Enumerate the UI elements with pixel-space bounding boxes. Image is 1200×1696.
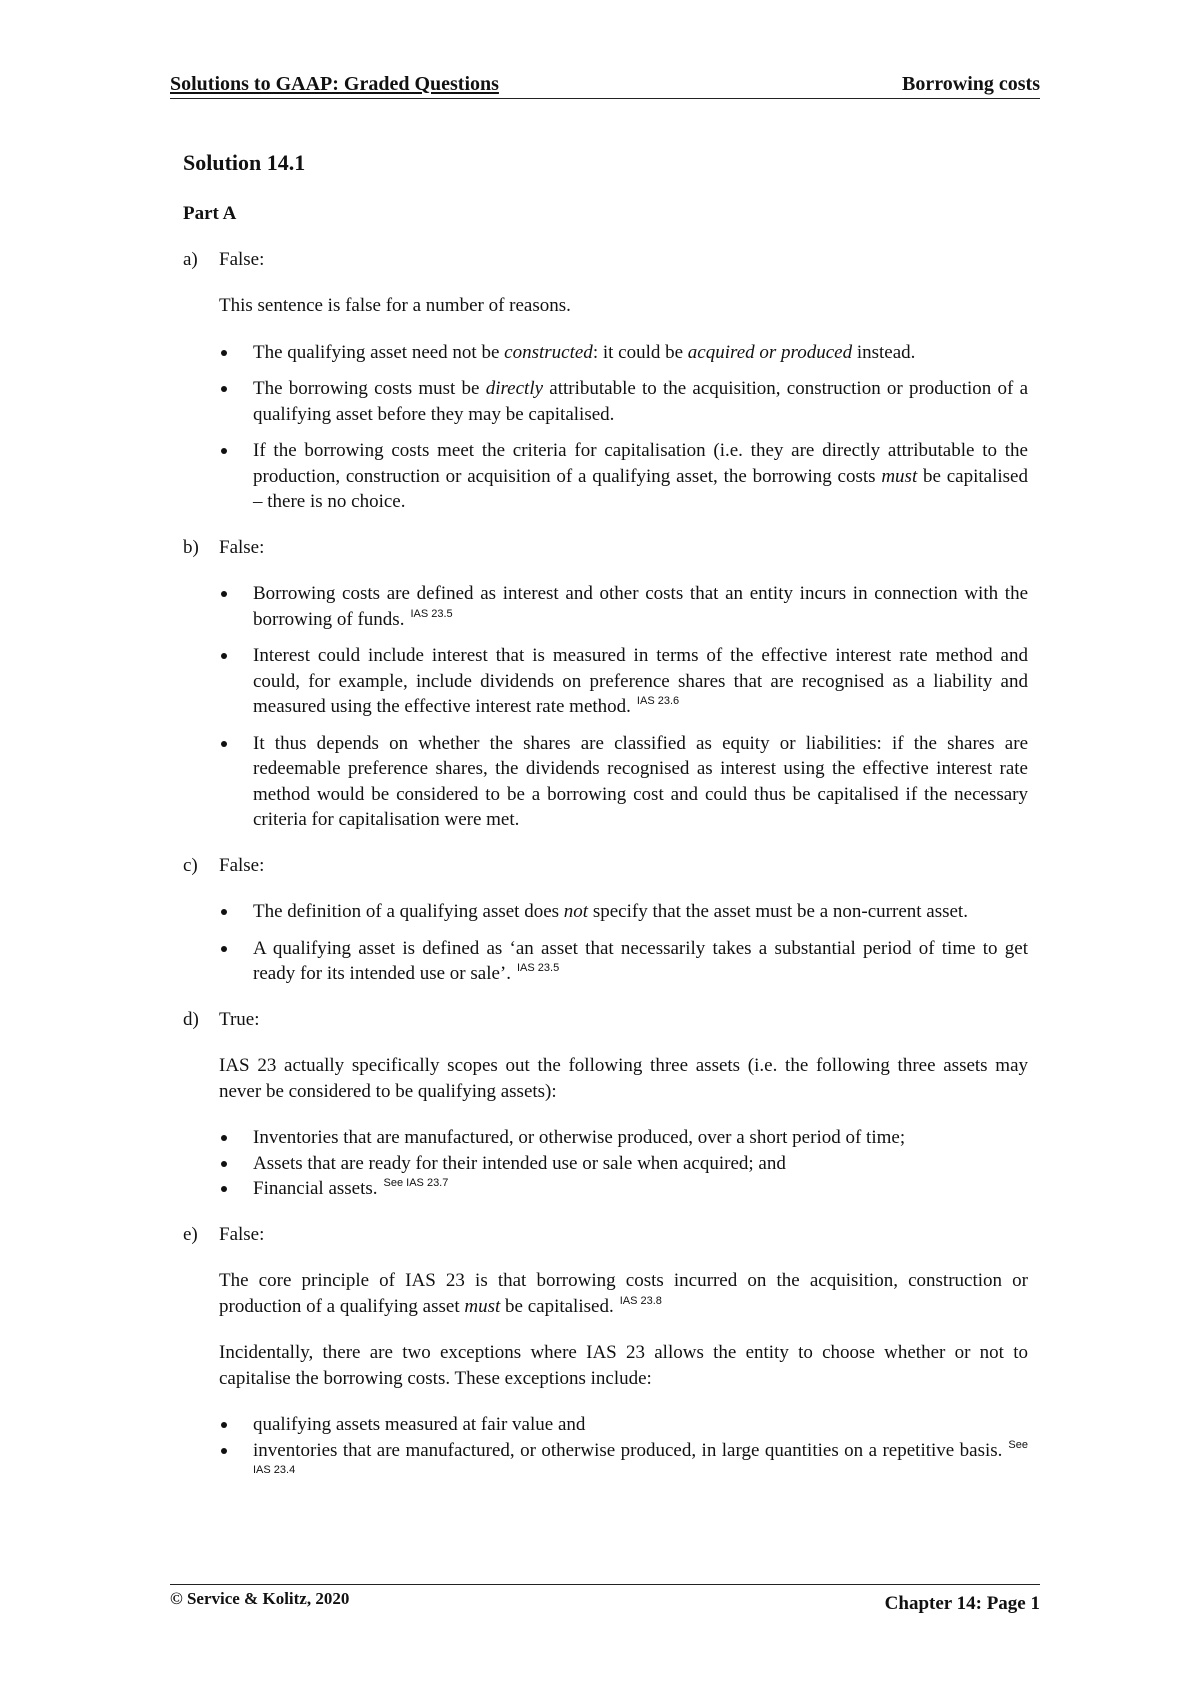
bullet-icon — [221, 1422, 227, 1428]
question-answer: False: — [219, 1223, 265, 1245]
bullet-emphasis: directly — [485, 378, 544, 399]
bullet-text: Inventories that are manufactured, or otherwise produced, over a short period of time; — [253, 1127, 906, 1148]
question-d-heading — [183, 1007, 1028, 1033]
question-a-bullets — [219, 340, 1028, 515]
bullet-item — [219, 1151, 1028, 1177]
reference-superscript: See IAS 23.7 — [383, 1177, 449, 1189]
page-header — [170, 72, 1040, 99]
bullet-text: A qualifying asset is defined as ‘an asset that necessarily takes a substantial period of time to get ready for its intended use or sale’. — [253, 937, 1028, 984]
bullet-item — [219, 376, 1028, 427]
bullet-text: qualifying assets measured at fair value and — [253, 1414, 586, 1435]
question-answer: False: — [219, 536, 265, 558]
question-label: a) — [183, 248, 198, 270]
question-e-bullets — [219, 1412, 1028, 1489]
part-title: Part A — [183, 203, 237, 224]
bullet-item — [219, 438, 1028, 515]
question-answer: False: — [219, 248, 265, 270]
bullet-text: instead. — [852, 341, 916, 363]
paragraph-text: be capitalised. — [500, 1295, 614, 1317]
question-label: d) — [183, 1008, 199, 1030]
paragraph-emphasis: must — [464, 1295, 501, 1317]
bullet-icon — [221, 1161, 227, 1167]
question-answer: True: — [219, 1008, 260, 1030]
bullet-text: inventories that are manufactured, or otherwise produced, in large quantities on a repetitive basis. — [253, 1439, 1003, 1461]
question-label: c) — [183, 854, 198, 876]
bullet-item — [219, 581, 1028, 632]
bullet-text: Assets that are ready for their intended use or sale when acquired; and — [253, 1152, 786, 1174]
bullet-icon — [221, 1186, 227, 1192]
bullet-icon — [221, 386, 227, 392]
question-a-intro: This sentence is false for a number of reasons. — [219, 295, 571, 316]
bullet-item — [219, 1125, 1028, 1151]
bullet-text: If the borrowing costs meet the criteria for capitalisation (i.e. they are directly attributable to the production, construction or acquisition of a qualifying asset, the borrowing costs — [253, 440, 1028, 487]
bullet-icon — [221, 653, 227, 659]
paragraph-text: The core principle of IAS 23 is that borrowing costs incurred on the acquisition, construction or production of a qualifying asset — [219, 1270, 1028, 1317]
bullet-item — [219, 1176, 1028, 1202]
bullet-item — [219, 643, 1028, 720]
bullet-icon — [221, 909, 227, 915]
bullet-text: : it could be — [592, 341, 688, 363]
reference-superscript: See IAS 23.4 — [253, 1438, 1028, 1476]
reference-superscript: IAS 23.6 — [636, 695, 680, 707]
document-body — [183, 150, 1028, 1509]
question-e-paragraph-1 — [219, 1268, 1028, 1319]
footer-copyright: © Service & Kolitz, 2020 — [170, 1589, 350, 1608]
bullet-text: It thus depends on whether the shares are classified as equity or liabilities: if the shares are redeemable preference shares, the dividends recognised as interest using the effective interest rate method would be considered to be a borrowing cost and could thus be capitalised if the necessary criteria for capitalisation were met. — [253, 732, 1028, 830]
bullet-item — [219, 731, 1028, 833]
question-b-heading — [183, 535, 1028, 561]
bullet-emphasis: constructed — [504, 341, 593, 363]
bullet-text: Interest could include interest that is measured in terms of the effective interest rate method and could, for example, include dividends on preference shares that are recognised as a liability and measured using the effective interest rate method. — [253, 645, 1028, 717]
bullet-item — [219, 936, 1028, 987]
question-c-heading — [183, 853, 1028, 879]
bullet-text: Borrowing costs are defined as interest and other costs that an entity incurs in connection with the borrowing of funds. — [253, 583, 1028, 630]
question-e-heading — [183, 1222, 1028, 1248]
bullet-item — [219, 1412, 1028, 1438]
footer-page-number: Chapter 14: Page 1 — [884, 1593, 1040, 1614]
bullet-item — [219, 340, 1028, 366]
bullet-item — [219, 1438, 1028, 1489]
bullet-icon — [221, 741, 227, 747]
bullet-emphasis: not — [563, 901, 589, 922]
question-label: e) — [183, 1223, 198, 1245]
solution-title: Solution 14.1 — [183, 150, 306, 175]
bullet-text: be capitalised – there is no choice. — [253, 465, 1028, 512]
header-chapter-topic: Borrowing costs — [902, 73, 1040, 95]
bullet-emphasis: must — [881, 465, 918, 487]
bullet-icon — [221, 946, 227, 952]
question-d-bullets — [219, 1125, 1028, 1202]
bullet-item — [219, 899, 1028, 925]
bullet-text: The qualifying asset need not be — [253, 341, 505, 363]
bullet-icon — [221, 591, 227, 597]
bullet-text: attributable to the acquisition, construction or production of a qualifying asset before they may be capitalised. — [253, 378, 1029, 425]
bullet-icon — [221, 1135, 227, 1141]
bullet-icon — [221, 350, 227, 356]
bullet-icon — [221, 1448, 227, 1454]
page-footer — [170, 1584, 1040, 1615]
bullet-text: The borrowing costs must be — [253, 378, 486, 399]
bullet-emphasis: acquired or produced — [687, 341, 853, 363]
header-title: Solutions to GAAP: Graded Questions — [170, 73, 499, 95]
reference-superscript: IAS 23.5 — [517, 962, 560, 974]
reference-superscript: IAS 23.5 — [410, 607, 453, 620]
question-c-bullets — [219, 899, 1028, 987]
reference-superscript: IAS 23.8 — [619, 1294, 662, 1307]
bullet-text: The definition of a qualifying asset does — [253, 901, 564, 922]
question-a-heading — [183, 247, 1028, 273]
bullet-text: Financial assets. — [253, 1178, 378, 1199]
question-b-bullets — [219, 581, 1028, 833]
question-e-paragraph-2: Incidentally, there are two exceptions where IAS 23 allows the entity to choose whether or not to capitalise the borrowing costs. These exceptions include: — [219, 1342, 1028, 1389]
question-d-intro: IAS 23 actually specifically scopes out the following three assets (i.e. the following three assets may never be considered to be qualifying assets): — [219, 1055, 1028, 1102]
question-answer: False: — [219, 854, 265, 876]
question-label: b) — [183, 536, 199, 558]
bullet-text: specify that the asset must be a non-current asset. — [588, 901, 968, 922]
bullet-icon — [221, 448, 227, 454]
